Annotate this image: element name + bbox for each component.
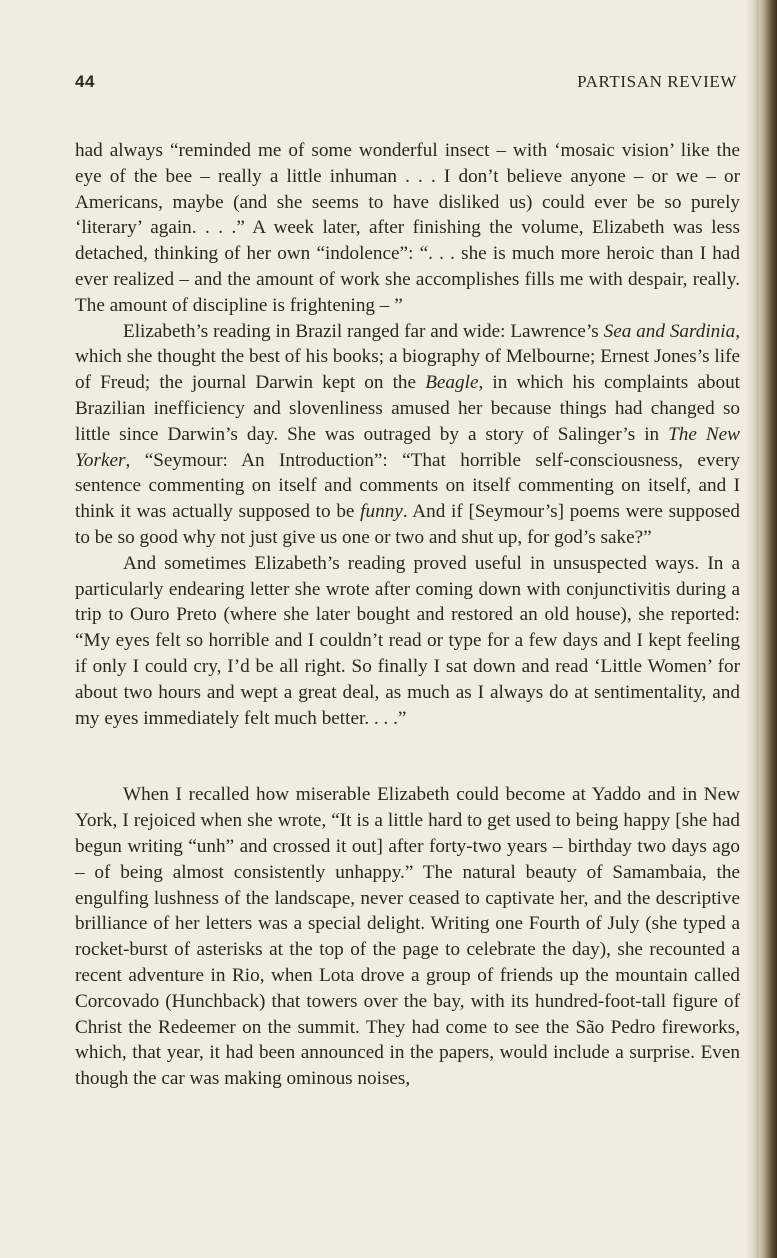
paragraph-2-text-b: , which she thought the best of his books; a biography of Melbourne; Ernest Jones’s life of Freud; the journal Darwin kept on the: [75, 320, 741, 394]
paragraph-2-text-d: , “Seymour: An Introduction”: “That horrible self-consciousness, every sentence commenting on itself and comments on itself commenting on itself, and I think it was actually supposed to be: [75, 449, 740, 523]
paragraph-2-text-a: Elizabeth’s reading in Brazil ranged far and wide: Lawrence’s: [123, 320, 604, 342]
body-text: [75, 138, 740, 1092]
running-head: PARTISAN REVIEW: [577, 72, 737, 91]
title-the-new-yorker: The New Yorker: [75, 423, 740, 471]
paragraph-1: had always “reminded me of some wonderful insect – with ‘mosaic vision’ like the eye of the bee – really a little inhuman . . . I don’t believe anyone – or we – or Americans, maybe (and she seems to have disliked us) could ever be so purely ‘literary’ again. . . .” A week later, after finishing the volume, Elizabeth was less detached, thinking of her own “indolence”: “. . . she is much more heroic than I had ever realized – and the amount of work she accomplishes fills me with despair, really. The amount of discipline is frightening – ”: [75, 140, 740, 316]
page-number: 44: [75, 72, 95, 91]
paragraph-2: [75, 319, 740, 551]
page-header: [75, 72, 737, 94]
paragraph-4: When I recalled how miserable Elizabeth could become at Yaddo and in New York, I rejoiced when she wrote, “It is a little hard to get used to being happy [she had begun writing “unh” and crossed it out] after forty-two years – birthday two days ago – of being almost consistently unhappy.” The natural beauty of Samambaia, the engulfing lushness of the landscape, never ceased to captivate her, and the descriptive brilliance of her letters was a special delight. Writing one Fourth of July (she typed a rocket-burst of asterisks at the top of the page to celebrate the day), she recounted a recent adventure in Rio, when Lota drove a group of friends up the mountain called Corcovado (Hunchback) that towers over the bay, with its hundred-foot-tall figure of Christ the Redeemer on the summit. They had come to see the São Pedro fireworks, which, that year, it had been announced in the papers, would include a surprise. Even though the car was making ominous noises,: [75, 784, 740, 1090]
paragraph-3: And sometimes Elizabeth’s reading proved useful in unsuspected ways. In a particularly endearing letter she wrote after coming down with conjunctivitis during a trip to Ouro Preto (where she later bought and restored an old house), she reported: “My eyes felt so horrible and I couldn’t read or type for a few days and I kept feeling if only I could cry, I’d be all right. So finally I sat down and read ‘Little Women’ for about two hours and wept a great deal, as much as I always do at sentimentality, and my eyes immediately felt much better. . . .”: [75, 552, 740, 729]
title-sea-and-sardinia: Sea and Sardinia: [603, 320, 736, 342]
title-beagle: Beagle: [425, 372, 479, 394]
emphasis-funny: funny: [360, 501, 403, 523]
paragraph-2-text-e: . And if [Seymour’s] poems were supposed to be so good why not just give us one or two and shut up, for god’s sake?”: [75, 501, 740, 548]
book-spine-edge: [753, 0, 777, 1258]
paragraph-2-text-c: , in which his complaints about Brazilian inefficiency and slovenliness amused her because things had changed so little since Darwin’s day. She was outraged by a story of Salinger’s in: [75, 372, 740, 445]
